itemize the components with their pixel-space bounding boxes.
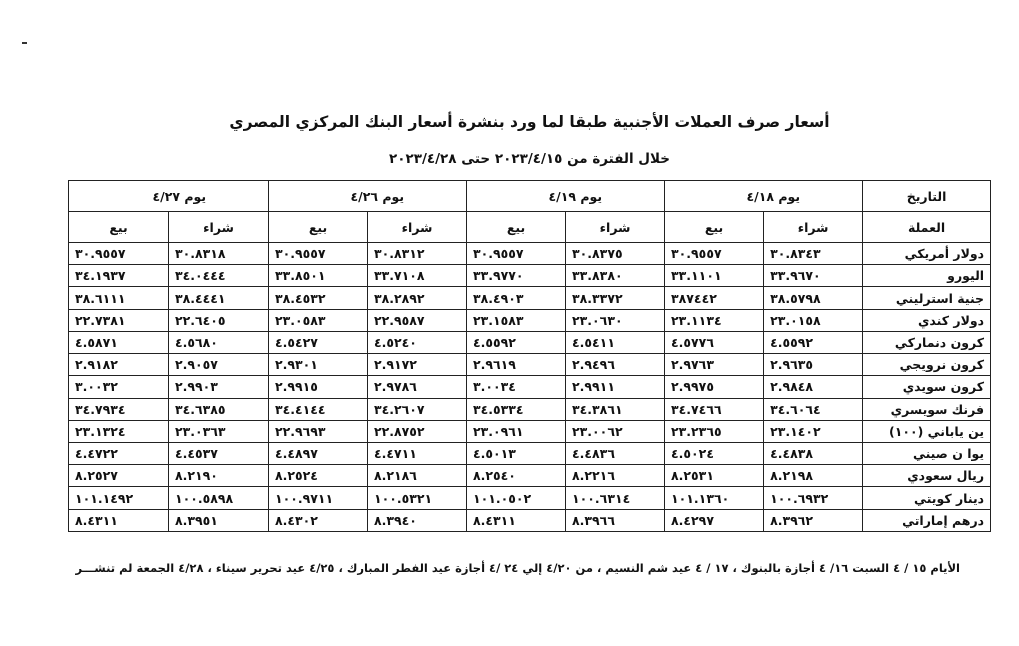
- sell-rate-cell: ٢.٩٦١٩: [467, 354, 566, 376]
- buy-rate-cell: ٤.٤٨٣٨: [764, 442, 863, 464]
- sell-rate-cell: ١٠١.٠٥٠٢: [467, 487, 566, 509]
- buy-rate-cell: ٨.٣٩٦٦: [566, 509, 665, 531]
- buy-header: شراء: [169, 212, 269, 243]
- day-header: يوم ٤/١٨: [665, 181, 863, 212]
- table-row: [69, 287, 991, 309]
- period-subtitle: خلال الفترة من ٢٠٢٣/٤/١٥ حتى ٢٠٢٣/٤/٢٨: [389, 151, 670, 167]
- table-row: [69, 398, 991, 420]
- buy-rate-cell: ٢.٩٤٩٦: [566, 354, 665, 376]
- rates-body: [69, 243, 991, 532]
- sell-rate-cell: ٣٤.٥٣٣٤: [467, 398, 566, 420]
- buy-rate-cell: ٢٣.٠١٥٨: [764, 309, 863, 331]
- table-row: [69, 420, 991, 442]
- buy-rate-cell: ٨.٣٩٥١: [169, 509, 269, 531]
- buy-rate-cell: ٢.٩٨٤٨: [764, 376, 863, 398]
- table-row: [69, 487, 991, 509]
- currency-name: دينار كويتي: [863, 487, 991, 509]
- buy-rate-cell: ٨.٢١٨٦: [368, 465, 467, 487]
- table-row: [69, 442, 991, 464]
- sell-rate-cell: ١٠٠.٩٧١١: [269, 487, 368, 509]
- table-row: [69, 376, 991, 398]
- table-row: [69, 243, 991, 265]
- currency-name: دولار أمريكي: [863, 243, 991, 265]
- sell-rate-cell: ٤.٤٧٢٢: [69, 442, 169, 464]
- sell-rate-cell: ٣٤.٧٩٣٤: [69, 398, 169, 420]
- buy-rate-cell: ٣٤.٦٣٨٥: [169, 398, 269, 420]
- sell-rate-cell: ٣٠.٩٥٥٧: [467, 243, 566, 265]
- sell-rate-cell: ٨.٤٢٩٧: [665, 509, 764, 531]
- sell-rate-cell: ٣٠.٩٥٥٧: [665, 243, 764, 265]
- sell-rate-cell: ٨.٢٥٢٧: [69, 465, 169, 487]
- currency-name: كرون دنماركي: [863, 331, 991, 353]
- sell-rate-cell: ٨.٤٣٠٢: [269, 509, 368, 531]
- sell-rate-cell: ٤.٥٧٧٦: [665, 331, 764, 353]
- buy-rate-cell: ٢.٩٩٠٣: [169, 376, 269, 398]
- currency-name: جنية استرليني: [863, 287, 991, 309]
- buy-rate-cell: ٣٠.٨٣٧٥: [566, 243, 665, 265]
- buy-rate-cell: ٣٨.٥٧٩٨: [764, 287, 863, 309]
- sell-header: بيع: [467, 212, 566, 243]
- buy-rate-cell: ١٠٠.٥٨٩٨: [169, 487, 269, 509]
- sell-rate-cell: ٢.٩٣٠١: [269, 354, 368, 376]
- sell-rate-cell: ٤.٥٠١٣: [467, 442, 566, 464]
- sell-rate-cell: ٣٨٧٤٤٢: [665, 287, 764, 309]
- sell-rate-cell: ٣٤.٧٤٦٦: [665, 398, 764, 420]
- buy-rate-cell: ٢٢.٦٤٠٥: [169, 309, 269, 331]
- table-row: [69, 509, 991, 531]
- sell-rate-cell: ٢٣.١٣٢٤: [69, 420, 169, 442]
- buy-rate-cell: ٣٠.٨٣١٨: [169, 243, 269, 265]
- table-row: [69, 331, 991, 353]
- buy-rate-cell: ٣٨.٤٤٤١: [169, 287, 269, 309]
- sell-header: بيع: [269, 212, 368, 243]
- sell-rate-cell: ٤.٤٨٩٧: [269, 442, 368, 464]
- buy-rate-cell: ١٠٠.٥٣٢١: [368, 487, 467, 509]
- sell-header: بيع: [69, 212, 169, 243]
- currency-name: دولار كندي: [863, 309, 991, 331]
- sell-rate-cell: ٨.٤٣١١: [467, 509, 566, 531]
- buy-rate-cell: ٤.٥٤١١: [566, 331, 665, 353]
- buy-rate-cell: ٢٣.٠٣٦٣: [169, 420, 269, 442]
- sell-rate-cell: ٢.٩٩٧٥: [665, 376, 764, 398]
- buy-rate-cell: ٤.٤٥٣٧: [169, 442, 269, 464]
- sell-rate-cell: ٣٨.٦١١١: [69, 287, 169, 309]
- buy-rate-cell: ٣٤.٦٠٦٤: [764, 398, 863, 420]
- table-row: [69, 465, 991, 487]
- buy-rate-cell: ٢٣.١٤٠٢: [764, 420, 863, 442]
- currency-name: كرون سويدي: [863, 376, 991, 398]
- buy-rate-cell: ٤.٤٧١١: [368, 442, 467, 464]
- sell-rate-cell: ٤.٥٥٩٢: [467, 331, 566, 353]
- buy-header: شراء: [368, 212, 467, 243]
- buy-rate-cell: ٢.٩٧٨٦: [368, 376, 467, 398]
- sell-rate-cell: ١٠١.١٣٦٠: [665, 487, 764, 509]
- sell-rate-cell: ٣٤.٤١٤٤: [269, 398, 368, 420]
- currency-header: العملة: [863, 212, 991, 243]
- sell-rate-cell: ٣٣.١١٠١: [665, 265, 764, 287]
- currency-name: ين ياباني (١٠٠): [863, 420, 991, 442]
- sell-rate-cell: ٣.٠٠٣٢: [69, 376, 169, 398]
- buy-rate-cell: ٨.٢١٩٨: [764, 465, 863, 487]
- buy-rate-cell: ٨.٢٢١٦: [566, 465, 665, 487]
- header-row-columns: [69, 212, 991, 243]
- sell-rate-cell: ٣٠.٩٥٥٧: [69, 243, 169, 265]
- sell-rate-cell: ٨.٤٣١١: [69, 509, 169, 531]
- exchange-rates-table: [68, 180, 991, 532]
- buy-rate-cell: ١٠٠.٦٣١٤: [566, 487, 665, 509]
- buy-rate-cell: ٨.٣٩٦٢: [764, 509, 863, 531]
- buy-rate-cell: ٤.٥٥٩٢: [764, 331, 863, 353]
- buy-rate-cell: ٣٠.٨٣١٢: [368, 243, 467, 265]
- sell-rate-cell: ٢.٩٩١٥: [269, 376, 368, 398]
- sell-rate-cell: ٨.٢٥٢٤: [269, 465, 368, 487]
- currency-name: كرون نرويجي: [863, 354, 991, 376]
- buy-header: شراء: [566, 212, 665, 243]
- buy-rate-cell: ٢.٩٦٣٥: [764, 354, 863, 376]
- sell-rate-cell: ٢٣.٠٥٨٣: [269, 309, 368, 331]
- buy-rate-cell: ٤.٥٢٤٠: [368, 331, 467, 353]
- currency-name: ريال سعودي: [863, 465, 991, 487]
- sell-rate-cell: ٣.٠٠٣٤: [467, 376, 566, 398]
- sell-rate-cell: ٢٣.٢٣٦٥: [665, 420, 764, 442]
- currency-name: يوا ن صيني: [863, 442, 991, 464]
- sell-rate-cell: ٢٣.٠٩٦١: [467, 420, 566, 442]
- currency-name: درهم إماراتي: [863, 509, 991, 531]
- table-row: [69, 265, 991, 287]
- buy-rate-cell: ٣٣.٩٦٧٠: [764, 265, 863, 287]
- sell-rate-cell: ٢.٩١٨٢: [69, 354, 169, 376]
- buy-rate-cell: ٢٣.٠٦٣٠: [566, 309, 665, 331]
- sell-rate-cell: ٣٨.٤٥٣٢: [269, 287, 368, 309]
- buy-rate-cell: ٢.٩٩١١: [566, 376, 665, 398]
- buy-rate-cell: ٣٨.٢٨٩٢: [368, 287, 467, 309]
- sell-rate-cell: ٣٣.٩٧٧٠: [467, 265, 566, 287]
- buy-rate-cell: ٢٢.٩٥٨٧: [368, 309, 467, 331]
- buy-rate-cell: ٣٤.٠٤٤٤: [169, 265, 269, 287]
- buy-rate-cell: ٣٠.٨٣٤٣: [764, 243, 863, 265]
- buy-rate-cell: ٤.٤٨٣٦: [566, 442, 665, 464]
- day-header: يوم ٤/٢٧: [69, 181, 269, 212]
- sell-rate-cell: ٣٠.٩٥٥٧: [269, 243, 368, 265]
- sell-rate-cell: ١٠١.١٤٩٢: [69, 487, 169, 509]
- sell-rate-cell: ٢.٩٧٦٣: [665, 354, 764, 376]
- currency-name: اليورو: [863, 265, 991, 287]
- day-header: يوم ٤/١٩: [467, 181, 665, 212]
- buy-header: شراء: [764, 212, 863, 243]
- buy-rate-cell: ٢٣.٠٠٦٢: [566, 420, 665, 442]
- buy-rate-cell: ٢٢.٨٧٥٢: [368, 420, 467, 442]
- currency-name: فرنك سويسري: [863, 398, 991, 420]
- table-row: [69, 354, 991, 376]
- date-header: التاريخ: [863, 181, 991, 212]
- buy-rate-cell: ٢.٩٠٥٧: [169, 354, 269, 376]
- table-row: [69, 309, 991, 331]
- sell-rate-cell: ٢٢.٩٦٩٣: [269, 420, 368, 442]
- header-row-dates: [69, 181, 991, 212]
- buy-rate-cell: ٣٤.٣٨٦١: [566, 398, 665, 420]
- sell-rate-cell: ٢٢.٧٣٨١: [69, 309, 169, 331]
- scan-mark: [22, 42, 27, 44]
- buy-rate-cell: ٤.٥٦٨٠: [169, 331, 269, 353]
- sell-rate-cell: ٢٣.١٥٨٣: [467, 309, 566, 331]
- buy-rate-cell: ٣٨.٣٣٧٢: [566, 287, 665, 309]
- sell-rate-cell: ٨.٢٥٤٠: [467, 465, 566, 487]
- sell-rate-cell: ٤.٥٤٢٧: [269, 331, 368, 353]
- sell-rate-cell: ٣٨.٤٩٠٣: [467, 287, 566, 309]
- sell-rate-cell: ٨.٢٥٣١: [665, 465, 764, 487]
- sell-header: بيع: [665, 212, 764, 243]
- buy-rate-cell: ٨.٢١٩٠: [169, 465, 269, 487]
- sell-rate-cell: ٣٣.٨٥٠١: [269, 265, 368, 287]
- page-title: أسعار صرف العملات الأجنبية طبقا لما ورد بنشرة أسعار البنك المركزي المصري: [229, 113, 830, 131]
- sell-rate-cell: ٤.٥٠٢٤: [665, 442, 764, 464]
- sell-rate-cell: ٣٤.١٩٣٧: [69, 265, 169, 287]
- buy-rate-cell: ٣٤.٢٦٠٧: [368, 398, 467, 420]
- buy-rate-cell: ٢.٩١٧٢: [368, 354, 467, 376]
- buy-rate-cell: ١٠٠.٦٩٣٢: [764, 487, 863, 509]
- buy-rate-cell: ٣٣.٨٣٨٠: [566, 265, 665, 287]
- buy-rate-cell: ٨.٣٩٤٠: [368, 509, 467, 531]
- sell-rate-cell: ٤.٥٨٧١: [69, 331, 169, 353]
- buy-rate-cell: ٣٣.٧١٠٨: [368, 265, 467, 287]
- holidays-note: الأيام ١٥ / ٤ السبت ١٦/ ٤ أجازة بالبنوك ، ١٧ / ٤ عيد شم النسيم ، من ٤/٢٠ إلي ٢٤ /٤ أجازة عيد الفطر المبارك ، ٤/٢٥ عيد تحرير سيناء ، ٤/٢٨ الجمعة لم تنشـــر: [75, 561, 960, 575]
- sell-rate-cell: ٢٣.١١٣٤: [665, 309, 764, 331]
- day-header: يوم ٤/٢٦: [269, 181, 467, 212]
